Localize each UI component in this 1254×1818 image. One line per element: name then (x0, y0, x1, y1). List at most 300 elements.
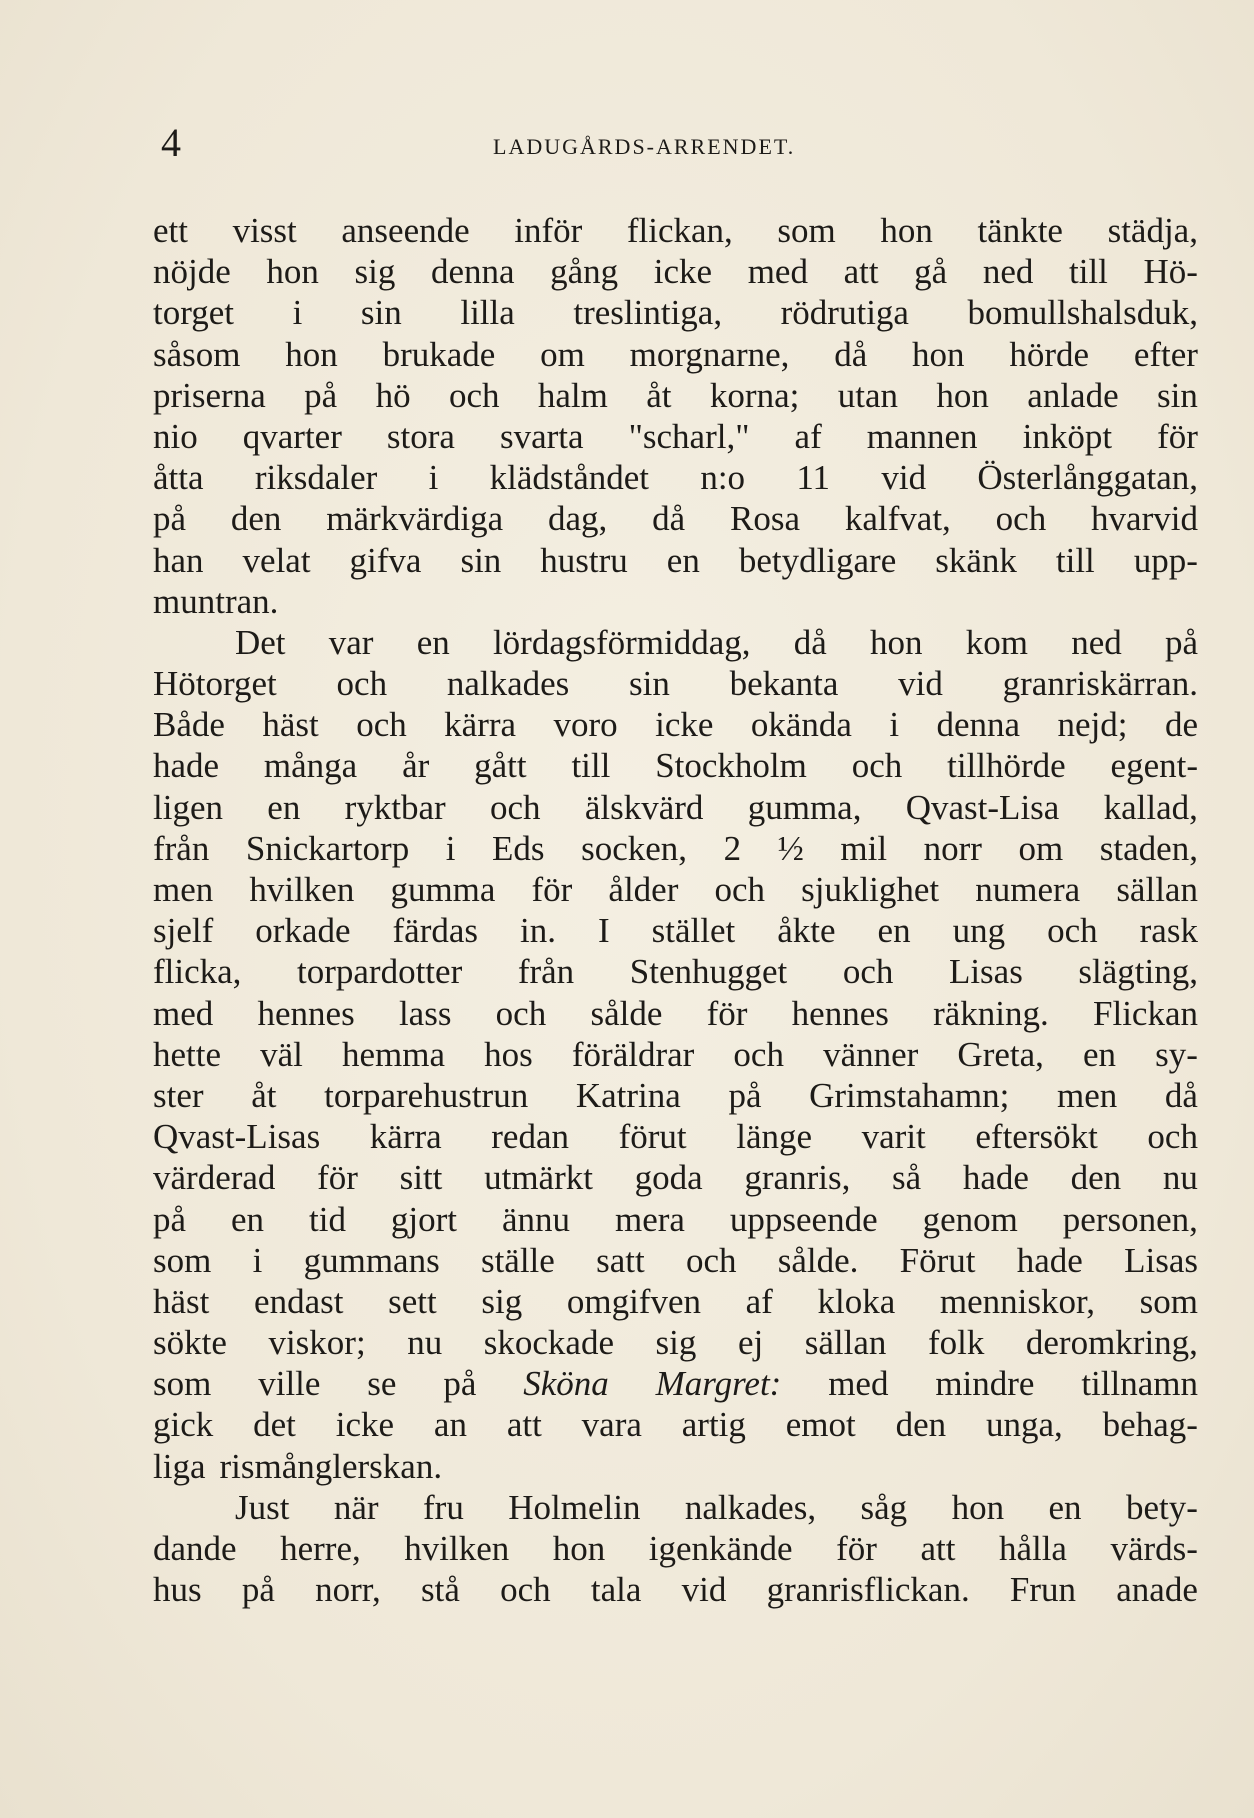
text-line (153, 581, 1198, 622)
word: i (252, 1240, 263, 1280)
word: hos (484, 1034, 533, 1074)
word: sin (460, 540, 502, 580)
word: omgifven (566, 1281, 701, 1321)
text-line (153, 1528, 1198, 1569)
word: egent- (1110, 746, 1198, 786)
word: okända (750, 705, 852, 745)
word: varit (861, 1117, 926, 1157)
word: numera (975, 870, 1081, 909)
word: sällan (804, 1323, 887, 1363)
word: ännu (501, 1199, 571, 1239)
text-line (153, 704, 1198, 745)
word: viskor; (268, 1323, 366, 1363)
word: lilla (460, 293, 515, 333)
word: ett (153, 211, 188, 250)
word: hennes (257, 993, 355, 1033)
word: och (500, 1570, 551, 1610)
word: genom (922, 1199, 1018, 1239)
word: redan (491, 1117, 570, 1157)
word: mindre (935, 1364, 1035, 1404)
word: nöjde (153, 252, 231, 292)
word: på (304, 375, 338, 415)
word: kärra (444, 705, 517, 745)
word: och (995, 499, 1047, 539)
word: hade (962, 1158, 1029, 1198)
word: satt (596, 1240, 645, 1280)
word: som (777, 211, 836, 250)
word: en (877, 911, 911, 951)
text-line (153, 1075, 1198, 1116)
word: riksdaler (254, 458, 378, 498)
word: vänner (823, 1034, 919, 1074)
word: goda (634, 1158, 703, 1198)
word: en (666, 540, 700, 580)
text-line (153, 1404, 1198, 1445)
text-line (153, 292, 1198, 333)
word: värds- (1110, 1529, 1198, 1568)
word: på (728, 1075, 762, 1115)
word: sig (655, 1323, 697, 1363)
word: åkte (777, 911, 836, 951)
word: skänk (935, 540, 1017, 580)
word: vid (898, 664, 943, 704)
word: hade (1016, 1240, 1083, 1280)
word: granris, (744, 1158, 851, 1198)
word: artig (681, 1405, 746, 1445)
word: ster (153, 1075, 204, 1115)
word: då (652, 499, 686, 539)
word: betydligare (738, 540, 897, 580)
word: som (153, 1240, 212, 1280)
word: för (706, 993, 748, 1033)
word: och (356, 705, 407, 745)
word: icke (335, 1405, 395, 1445)
word: sitt (399, 1158, 443, 1198)
word: Lisas (1124, 1240, 1198, 1280)
word: en (416, 622, 450, 662)
word: herre, (280, 1529, 361, 1568)
word: hus (153, 1570, 202, 1610)
word: värderad (153, 1158, 276, 1198)
word: länge (736, 1117, 813, 1157)
word: i (889, 705, 900, 745)
word: vid (681, 1570, 727, 1610)
word: tala (590, 1570, 642, 1610)
word: och (714, 870, 766, 909)
text-line (153, 1034, 1198, 1075)
word: häst (153, 1281, 210, 1321)
word: Qvast-Lisas (153, 1117, 321, 1157)
text-line (153, 1569, 1198, 1610)
word: åt (251, 1075, 277, 1115)
word: med (153, 993, 214, 1033)
word: denna (430, 252, 515, 292)
text-line (153, 1240, 1198, 1281)
word: ville (258, 1364, 321, 1404)
word: bekanta (729, 664, 839, 704)
word: torparehustrun (324, 1075, 529, 1115)
word: på (241, 1570, 275, 1610)
word: klädståndet (489, 458, 650, 498)
word: tillhörde (947, 746, 1066, 786)
word: ung (952, 911, 1006, 951)
word: inköpt (1022, 416, 1113, 456)
page-number: 4 (161, 120, 181, 165)
word: och (733, 1034, 784, 1074)
word: tillnamn (1081, 1364, 1198, 1404)
word: Snickartorp (245, 828, 410, 868)
word: Österlånggatan, (977, 458, 1198, 498)
word: de (1164, 705, 1198, 745)
word: bomullshalsduk, (967, 293, 1198, 333)
word: förut (618, 1117, 687, 1157)
word: norr, (315, 1570, 381, 1610)
word: nio (153, 416, 198, 456)
word: Stenhugget (629, 952, 788, 992)
word: igenkände (648, 1529, 793, 1568)
word: kalfvat, (844, 499, 951, 539)
word: sy- (1155, 1034, 1198, 1074)
word: an (433, 1405, 467, 1445)
word: n:o (700, 458, 746, 498)
word: hörde (1009, 334, 1090, 374)
word: Grimstahamn; (809, 1075, 1010, 1115)
word: många (263, 746, 358, 786)
word: bety- (1125, 1487, 1198, 1527)
word: då (834, 334, 868, 374)
word: liga (153, 1446, 206, 1486)
word: I (598, 911, 610, 951)
word: på (153, 499, 187, 539)
text-line (153, 1281, 1198, 1322)
word: behag- (1102, 1405, 1198, 1445)
word: vara (581, 1405, 642, 1445)
word: tid (309, 1199, 346, 1239)
text-line (153, 457, 1198, 498)
word: hon (951, 1487, 1005, 1527)
text-line (153, 1487, 1198, 1528)
word: flicka, (153, 952, 242, 992)
word: anade (1116, 1570, 1198, 1610)
word: att (843, 252, 879, 292)
word: det (253, 1405, 296, 1445)
word: på (443, 1364, 477, 1404)
word: var (328, 622, 374, 662)
word: kärra (369, 1117, 442, 1157)
running-title: LADUGÅRDS-ARRENDET. (493, 134, 796, 159)
word: gått (474, 746, 527, 786)
word: Greta, (957, 1034, 1044, 1074)
word: nalkades, (684, 1487, 817, 1527)
word: staden, (1099, 828, 1198, 868)
word: då (1164, 1075, 1198, 1115)
word: gumma, (747, 787, 862, 827)
word: Hö- (1143, 252, 1198, 292)
word: hö (375, 375, 411, 415)
word: Både (153, 705, 225, 745)
word: sålde. (777, 1240, 859, 1280)
word: gång (550, 252, 619, 292)
word: nu (407, 1323, 443, 1363)
word: stora (386, 416, 455, 456)
word: halm (537, 375, 608, 415)
word: lördagsförmiddag, (492, 622, 751, 662)
word: sökte (153, 1323, 227, 1363)
word: socken, (581, 828, 688, 868)
word: och (685, 1240, 737, 1280)
word: korna; (709, 375, 800, 415)
word: Stockholm (655, 746, 807, 786)
text-line (153, 951, 1198, 992)
word: skockade (483, 1323, 614, 1363)
word: voro (553, 705, 618, 745)
text-line (153, 375, 1198, 416)
word: Just (235, 1487, 290, 1527)
word: anlade (1027, 375, 1119, 415)
word: men (153, 870, 214, 909)
text-line (153, 251, 1198, 292)
word: nalkades (446, 664, 570, 704)
word: ställe (480, 1240, 555, 1280)
word: märkvärdiga (326, 499, 504, 539)
word: mil (840, 828, 888, 868)
word: visst (232, 211, 297, 250)
word: ålder (608, 870, 679, 909)
word: priserna (153, 375, 266, 415)
word: i (292, 293, 303, 333)
word: dande (153, 1529, 237, 1568)
word: ned (982, 252, 1034, 292)
word: eftersökt (975, 1117, 1098, 1157)
word: uppseende (729, 1199, 878, 1239)
text-line (153, 1116, 1198, 1157)
word: deromkring, (1025, 1323, 1198, 1363)
word: åt (646, 375, 672, 415)
word: i (445, 828, 456, 868)
word: till (571, 746, 611, 786)
word: ligen (153, 787, 223, 827)
word: rismånglerskan. (219, 1446, 443, 1486)
word: af (745, 1281, 773, 1321)
word: unga, (986, 1405, 1063, 1445)
word: ryktbar (344, 787, 446, 827)
word: Lisas (948, 952, 1023, 992)
word: hon (266, 252, 319, 292)
word: i (428, 458, 439, 498)
word: och (336, 664, 388, 704)
word: af (794, 416, 822, 456)
word: ej (737, 1323, 764, 1363)
word: nu (1162, 1158, 1198, 1198)
word: upp- (1133, 540, 1198, 580)
word: sin (629, 664, 670, 704)
text-line (153, 622, 1198, 663)
word: häst (262, 705, 319, 745)
word: Sköna (523, 1364, 609, 1404)
word: och (1047, 911, 1098, 951)
word: ½ (777, 828, 804, 868)
word: hon (870, 622, 923, 662)
word: brukade (382, 334, 496, 374)
word: den (230, 499, 282, 539)
word: gå (914, 252, 948, 292)
word: städja, (1107, 211, 1198, 250)
word: in. (520, 911, 556, 951)
word: icke (655, 705, 714, 745)
word: granriskärran. (1002, 664, 1198, 704)
word: Katrina (575, 1075, 681, 1115)
word: fru (423, 1487, 464, 1527)
word: som (1139, 1281, 1198, 1321)
word: mera (614, 1199, 685, 1239)
word: nejd; (1057, 705, 1128, 745)
word: rödrutiga (780, 293, 909, 333)
text-line (153, 787, 1198, 828)
text-line (153, 498, 1198, 539)
word: dag, (548, 499, 608, 539)
text-line (153, 993, 1198, 1034)
word: Det (235, 622, 286, 662)
word: Qvast-Lisa (905, 787, 1060, 827)
word: och (851, 746, 903, 786)
word: kallad, (1103, 787, 1198, 827)
word: sig (354, 252, 396, 292)
word: sin (1157, 375, 1198, 415)
word: anseende (341, 211, 470, 250)
word: flickan, (626, 211, 733, 250)
word: icke (653, 252, 713, 292)
word: då (793, 622, 827, 662)
word: såsom (153, 334, 241, 374)
word: sig (481, 1281, 523, 1321)
word: treslintiga, (573, 293, 723, 333)
word: om (540, 334, 585, 374)
word: kom (965, 622, 1028, 662)
word: hon (880, 211, 933, 250)
word: och (842, 952, 894, 992)
text-line (153, 869, 1198, 910)
word: om (1018, 828, 1064, 868)
word: färdas (392, 911, 479, 951)
word: se (367, 1364, 397, 1404)
word: ned (1071, 622, 1122, 662)
word: hvarvid (1091, 499, 1198, 539)
word: för (836, 1529, 877, 1568)
word: en (1083, 1034, 1117, 1074)
word: åtta (153, 458, 204, 498)
word: år (402, 746, 430, 786)
word: personen, (1062, 1199, 1198, 1239)
word: utmärkt (484, 1158, 593, 1198)
word: gumma (390, 870, 496, 909)
word: från (153, 828, 210, 868)
word: att (920, 1529, 956, 1568)
text-line (153, 828, 1198, 869)
word: hvilken (404, 1529, 510, 1568)
word: torpardotter (297, 952, 463, 992)
word: morgnarne, (629, 334, 790, 374)
word: sjuklighet (801, 870, 940, 909)
text-line (153, 210, 1198, 251)
text-line (153, 334, 1198, 375)
word: hon (285, 334, 338, 374)
word: norr (923, 828, 982, 868)
word: på (153, 1199, 187, 1239)
word: qvarter (242, 416, 342, 456)
word: gjort (390, 1199, 458, 1239)
word: vid (881, 458, 927, 498)
text-line (153, 540, 1198, 581)
word: torget (153, 293, 235, 333)
word: sålde (590, 993, 663, 1033)
word: hemma (342, 1034, 446, 1074)
text-line (153, 1322, 1198, 1363)
word: endast (254, 1281, 344, 1321)
word: granrisflickan. (766, 1570, 970, 1610)
word: för (317, 1158, 358, 1198)
word: gick (153, 1405, 214, 1445)
word: som (153, 1364, 212, 1404)
text-line (153, 663, 1198, 704)
text-line (153, 416, 1198, 457)
word: 2 (723, 828, 742, 868)
text-line (153, 745, 1198, 786)
word: hette (153, 1034, 222, 1074)
word: men (1057, 1075, 1118, 1115)
word: och (495, 993, 547, 1033)
word: med (828, 1364, 889, 1404)
word: hon (936, 375, 989, 415)
word: svarta (499, 416, 584, 456)
word: den (1070, 1158, 1122, 1198)
word: emot (785, 1405, 856, 1445)
word: gifva (349, 540, 422, 580)
word: såg (860, 1487, 908, 1527)
word: för (531, 870, 573, 909)
word: hustru (540, 540, 628, 580)
word: 11 (796, 458, 831, 498)
word: en (231, 1199, 265, 1239)
word: orkade (255, 911, 351, 951)
word: menniskor, (939, 1281, 1095, 1321)
word: den (895, 1405, 947, 1445)
word: efter (1133, 334, 1198, 374)
text-line (153, 1363, 1198, 1404)
word: sällan (1116, 870, 1198, 909)
word: en (267, 787, 301, 827)
word: kloka (817, 1281, 896, 1321)
body-text (153, 210, 1198, 1610)
text-line (153, 910, 1198, 951)
word: denna (936, 705, 1021, 745)
word: med (747, 252, 808, 292)
word: stå (421, 1570, 460, 1610)
word: älskvärd (584, 787, 704, 827)
word: Hötorget (153, 664, 277, 704)
word: hennes (791, 993, 889, 1033)
word: och (1147, 1117, 1198, 1157)
word: folk (927, 1323, 985, 1363)
word: att (506, 1405, 542, 1445)
word: rask (1139, 911, 1198, 951)
word: sjelf (153, 911, 214, 951)
word: stället (651, 911, 736, 951)
word: Flickan (1093, 993, 1198, 1033)
word: velat (242, 540, 311, 580)
word: hon (552, 1529, 606, 1568)
word: mannen (866, 416, 978, 456)
word: sin (360, 293, 402, 333)
